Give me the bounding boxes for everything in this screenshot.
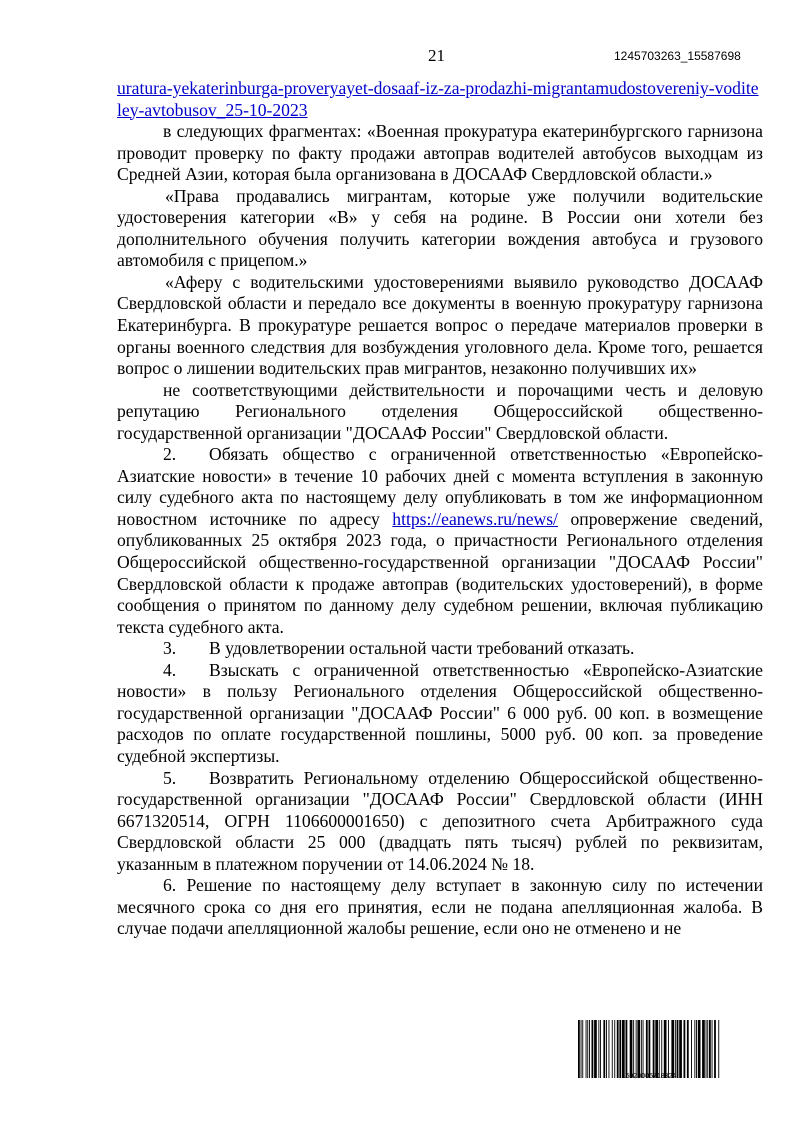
list-item-4 <box>117 660 763 768</box>
barcode-bar <box>664 1020 667 1078</box>
barcode-bar <box>691 1020 692 1078</box>
barcode-bar <box>655 1020 658 1078</box>
source-url-link[interactable]: uratura-yekaterinburga-proveryayet-dosaaf-iz-za-prodazhi-migrantamudostovereniy-voditeley-avtobusov_25-10-2023 <box>117 78 759 120</box>
barcode-bar <box>709 1020 711 1078</box>
barcode-bar <box>619 1020 621 1078</box>
list-item-2 <box>117 444 763 638</box>
barcode-bar <box>643 1020 644 1078</box>
barcode-bar <box>668 1020 669 1078</box>
paragraph-intro: в следующих фрагментах: «Военная прокуратура екатеринбургского гарнизона проводит проверку по факту продажи автоправ водителей автобусов выходцам из Средней Азии, которая была организована в ДОСААФ Свердловской области.» <box>117 121 763 185</box>
document-id: 1245703263_15587698 <box>614 49 741 63</box>
page-number: 21 <box>428 46 445 65</box>
list-item-4-number: 4. <box>163 659 177 680</box>
barcode-bar <box>718 1020 719 1078</box>
list-item-2-text-continued: опровержение сведений, опубликованных 25 октября 2023 года, о причастности Регионального отделения Общероссийской общественно-государственной организации "ДОСААФ России" Свердловской области к продаже автоправ (водительских удостоверений), в форме сообщения о принятом по данному делу судебном решении, включая публикацию текста судебного акта. <box>117 508 764 637</box>
list-item-5 <box>117 768 763 876</box>
barcode-number: 16020006718324 <box>621 1073 677 1080</box>
barcode-bar <box>661 1020 662 1078</box>
barcode-bar <box>636 1020 637 1078</box>
list-item-2-number: 2. <box>163 444 177 465</box>
barcode-bar <box>714 1020 716 1078</box>
barcode-bar <box>581 1020 582 1078</box>
list-item-3-number: 3. <box>163 638 177 659</box>
barcode-bar <box>684 1020 686 1078</box>
barcode-bar <box>641 1020 642 1078</box>
barcode-bar <box>659 1020 660 1078</box>
barcode-bar <box>630 1020 633 1078</box>
barcode-bar <box>594 1020 597 1078</box>
barcode-bar <box>707 1020 708 1078</box>
barcode-bar <box>592 1020 594 1078</box>
barcode-bar <box>712 1020 713 1078</box>
barcode-bar <box>653 1020 655 1078</box>
barcode-bar <box>696 1020 697 1078</box>
barcode-bar <box>614 1020 615 1078</box>
barcode-bar <box>675 1020 676 1078</box>
source-url-paragraph <box>117 78 763 121</box>
eanews-link[interactable]: https://eanews.ru/news/ <box>392 508 558 529</box>
barcode-bar <box>582 1020 583 1078</box>
list-item-5-number: 5. <box>163 767 177 788</box>
barcode-bar <box>603 1020 605 1078</box>
list-item-3 <box>117 638 763 660</box>
barcode-bar <box>702 1020 705 1078</box>
barcode-bar <box>706 1020 707 1078</box>
barcode-bar <box>609 1020 610 1078</box>
barcode-bar <box>622 1020 625 1078</box>
list-item-6 <box>117 875 763 940</box>
barcode-bar <box>679 1020 682 1078</box>
list-item-2-text: Обязать общество с ограниченной ответственностью «Европейско-Азиатские новости» в течение 10 рабочих дней с момента вступления в законную силу судебного акта по настоящему делу опубликовать в том же информационном новостном источнике по адресу <box>117 444 763 529</box>
barcode-bar <box>617 1020 619 1078</box>
barcode-bar <box>649 1020 651 1078</box>
barcode-bar <box>589 1020 590 1078</box>
barcode-bar <box>606 1020 607 1078</box>
barcode-bar <box>586 1020 587 1078</box>
barcode-bar <box>578 1020 580 1078</box>
barcode-bar <box>633 1020 634 1078</box>
barcode-bar <box>626 1020 628 1078</box>
barcode-bar <box>612 1020 613 1078</box>
barcode-bar <box>587 1020 588 1078</box>
list-item-3-text: В удовлетворении остальной части требований отказать. <box>209 638 635 659</box>
barcode-bar <box>677 1020 679 1078</box>
barcode-bar <box>646 1020 648 1078</box>
barcode-bar <box>687 1020 689 1078</box>
list-item-4-text: Взыскать с ограниченной ответственностью «Европейско-Азиатские новости» в пользу Регионального отделения Общероссийской общественно-государственной организации "ДОСААФ России" 6 000 руб. 00 коп. в возмещение расходов по оплате государственной пошлины, 5000 руб. 00 коп. за проведение судебной экспертизы. <box>117 659 763 766</box>
barcode-bar <box>671 1020 674 1078</box>
document-body <box>117 78 763 940</box>
barcode-bar <box>598 1020 599 1078</box>
paragraph-quote-fraud-detected: «Аферу с водительскими удостоверениями выявило руководство ДОСААФ Свердловской области и передало все документы в военную прокуратуру гарнизона Екатеринбурга. В прокуратуре решается вопрос о передаче материалов проверки в органы военного следствия для возбуждения уголовного дела. Кроме того, решается вопрос о лишении водительских прав мигрантов, незаконно получивших их» <box>117 271 763 379</box>
barcode-bar <box>600 1020 601 1078</box>
barcode-bar <box>698 1020 701 1078</box>
paragraph-quote-rights-sold: «Права продавались мигрантам, которые уже получили водительские удостоверения категории «В» у себя на родине. В России они хотели без дополнительного обучения получить категории вождения автобуса и грузового автомобиля с прицепом.» <box>117 185 763 271</box>
list-item-6-text: 6. Решение по настоящему делу вступает в законную силу по истечении месячного срока со дня его принятия, если не подана апелляционная жалоба. В случае подачи апелляционной жалобы решение, если оно не отменено и не <box>117 875 763 939</box>
paragraph-conclusion: не соответствующими действительности и порочащими честь и деловую репутацию Регионального отделения Общероссийской общественно-государственной организации "ДОСААФ России" Свердловской области. <box>117 379 763 443</box>
barcode-bar <box>694 1020 695 1078</box>
barcode <box>578 1020 720 1078</box>
list-item-5-text: Возвратить Региональному отделению Общероссийской общественно-государственной организации "ДОСААФ России" Свердловской области (ИНН 6671320514, ОГРН 1106600001650) с депозитного счета Арбитражного суда Свердловской области 25 000 (двадцать пять тысяч) рублей по реквизитам, указанным в платежном поручении от 14.06.2024 № 18. <box>117 767 763 874</box>
barcode-bar <box>637 1020 640 1078</box>
